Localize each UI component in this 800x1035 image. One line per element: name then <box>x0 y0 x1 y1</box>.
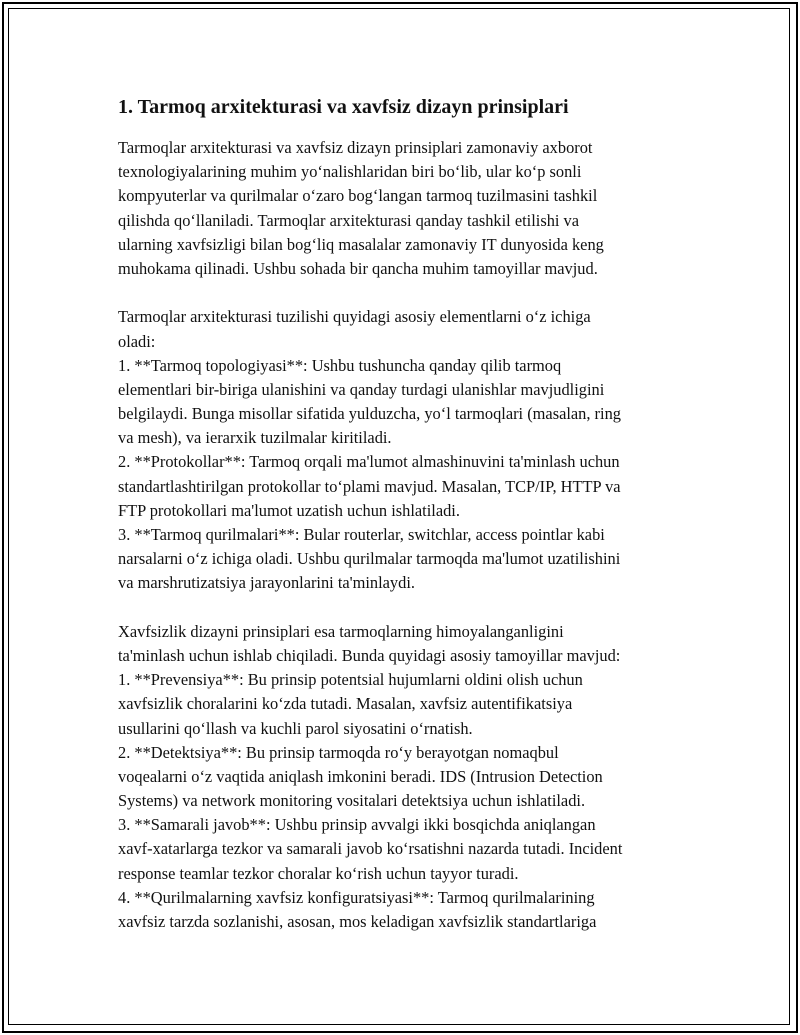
text-line: muhokama qilinadi. Ushbu sohada bir qancha muhim tamoyillar mavjud. <box>118 258 598 278</box>
text-line: xavfsiz tarzda sozlanishi, asosan, mos keladigan xavfsizlik standartlariga <box>118 912 597 931</box>
text-line: voqealarni o‘z vaqtida aniqlash imkonini beradi. IDS (Intrusion Detection <box>118 766 603 786</box>
section-heading: 1. Tarmoq arxitekturasi va xavfsiz dizayn prinsiplari <box>118 96 569 118</box>
text-line: xavfsizlik choralarini ko‘zda tutadi. Masalan, xavfsiz autentifikatsiya <box>118 694 573 714</box>
text-line: 3. **Samarali javob**: Ushbu prinsip avvalgi ikki bosqichda aniqlangan <box>118 815 596 835</box>
text-line: belgilaydi. Bunga misollar sifatida yulduzcha, yo‘l tarmoqlari (masalan, ring <box>118 404 621 424</box>
text-line: Tarmoqlar arxitekturasi va xavfsiz dizayn prinsiplari zamonaviy axborot <box>118 138 593 157</box>
text-line: 1. **Prevensiya**: Bu prinsip potentsial hujumlarni oldini olish uchun <box>118 670 583 690</box>
text-line: va mesh), va ierarxik tuzilmalar kiritiladi. <box>118 428 392 448</box>
text-line: 3. **Tarmoq qurilmalari**: Bular routerlar, switchlar, access pointlar kabi <box>118 525 605 544</box>
text-line: kompyuterlar va qurilmalar o‘zaro bog‘langan tarmoq tuzilmasini tashkil <box>118 186 598 206</box>
text-line: va marshrutizatsiya jarayonlarini ta'minlaydi. <box>118 573 415 593</box>
text-line: xavf-xatarlarga tezkor va samarali javob ko‘rsatishni nazarda tutadi. Incident <box>118 839 623 859</box>
text-line: 1. **Tarmoq topologiyasi**: Ushbu tushuncha qanday qilib tarmoq <box>118 355 562 375</box>
text-line: response teamlar tezkor choralar ko‘rish uchun tayyor turadi. <box>118 863 519 883</box>
blank-line <box>118 596 688 620</box>
body-text <box>118 136 688 934</box>
text-line: standartlashtirilgan protokollar to‘plami mavjud. Masalan, TCP/IP, HTTP va <box>118 476 621 496</box>
text-line: FTP protokollari ma'lumot uzatish uchun ishlatiladi. <box>118 500 460 520</box>
text-line: ularning xavfsizligi bilan bog‘liq masalalar zamonaviy IT dunyosida keng <box>118 234 604 254</box>
text-line: oladi: <box>118 331 156 351</box>
text-line: elementlari bir-biriga ulanishini va qanday turdagi ulanishlar mavjudligini <box>118 379 605 399</box>
blank-line <box>118 281 688 305</box>
text-line: 2. **Detektsiya**: Bu prinsip tarmoqda ro‘y berayotgan nomaqbul <box>118 742 559 762</box>
text-line: Tarmoqlar arxitekturasi tuzilishi quyidagi asosiy elementlarni o‘z ichiga <box>118 307 591 327</box>
text-line: texnologiyalarining muhim yo‘nalishlaridan biri bo‘lib, ular ko‘p sonli <box>118 162 582 182</box>
text-line: 4. **Qurilmalarning xavfsiz konfiguratsiyasi**: Tarmoq qurilmalarining <box>118 887 595 907</box>
text-line: usullarini qo‘llash va kuchli parol siyosatini o‘rnatish. <box>118 718 473 738</box>
document-page <box>118 96 688 934</box>
text-line: Systems) va network monitoring vositalari detektsiya uchun ishlatiladi. <box>118 791 586 811</box>
text-line: narsalarni o‘z ichiga oladi. Ushbu qurilmalar tarmoqda ma'lumot uzatilishini <box>118 549 621 569</box>
text-line: ta'minlash uchun ishlab chiqiladi. Bunda quyidagi asosiy tamoyillar mavjud: <box>118 645 621 665</box>
text-line: Xavfsizlik dizayni prinsiplari esa tarmoqlarning himoyalanganligini <box>118 621 564 641</box>
text-line: 2. **Protokollar**: Tarmoq orqali ma'lumot almashinuvini ta'minlash uchun <box>118 452 620 472</box>
text-line: qilishda qo‘llaniladi. Tarmoqlar arxitekturasi qanday tashkil etilishi va <box>118 210 580 230</box>
